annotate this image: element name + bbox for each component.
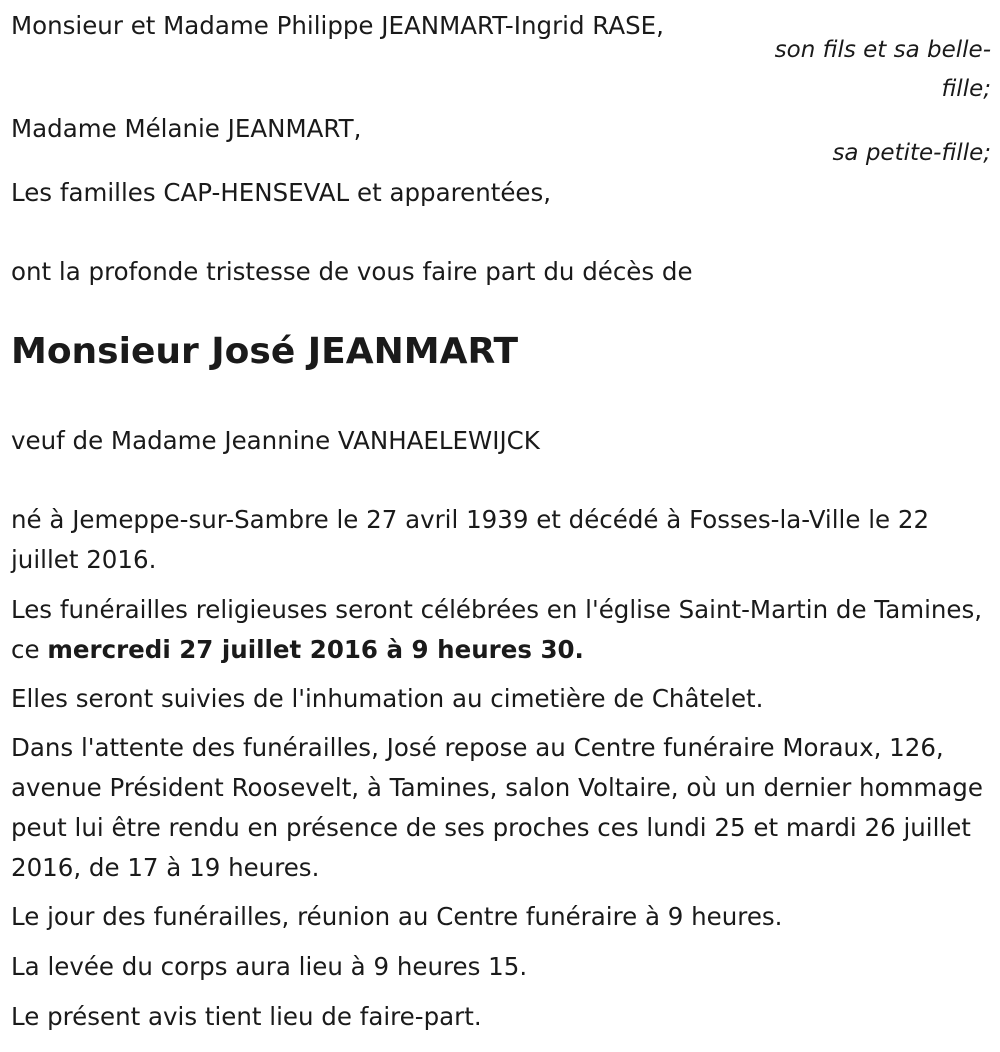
- announcement: ont la profonde tristesse de vous faire part du décès de: [11, 257, 693, 286]
- viewing-info: Dans l'attente des funérailles, José repose au Centre funéraire Moraux, 126, avenue Président Roosevelt, à Tamines, salon Voltaire, où un dernier hommage peut lui être rendu en présence de ses proches ces lundi 25 et mardi 26 juillet 2016, de 17 à 19 heures.: [11, 733, 983, 882]
- family-line-relatives: Les familles CAP-HENSEVAL et apparentées,: [11, 178, 552, 207]
- funeral-service-date: mercredi 27 juillet 2016 à 9 heures 30.: [47, 635, 584, 664]
- deceased-name: Monsieur José JEANMART: [11, 331, 519, 372]
- widower-of: veuf de Madame Jeannine VANHAELEWIJCK: [11, 426, 540, 455]
- meeting-info: Le jour des funérailles, réunion au Centre funéraire à 9 heures.: [11, 902, 783, 931]
- birth-death: né à Jemeppe-sur-Sambre le 27 avril 1939 et décédé à Fosses-la-Ville le 22 juillet 2016.: [11, 505, 930, 574]
- burial-info: Elles seront suivies de l'inhumation au cimetière de Châtelet.: [11, 684, 764, 713]
- funeral-service: [11, 590, 991, 670]
- relation-son-line2: fille;: [941, 76, 991, 102]
- relation-son-line1: son fils et sa belle-: [774, 37, 991, 63]
- departure-info: La levée du corps aura lieu à 9 heures 15.: [11, 952, 528, 981]
- relation-granddaughter: sa petite-fille;: [832, 140, 991, 166]
- notice-info: Le présent avis tient lieu de faire-part.: [11, 1002, 482, 1031]
- funeral-service-text: Les funérailles religieuses seront célébrées en l'église Saint-Martin de Tamines, ce: [11, 595, 983, 664]
- family-line-son: Monsieur et Madame Philippe JEANMART-Ingrid RASE,: [11, 11, 664, 40]
- family-line-granddaughter: Madame Mélanie JEANMART,: [11, 114, 362, 143]
